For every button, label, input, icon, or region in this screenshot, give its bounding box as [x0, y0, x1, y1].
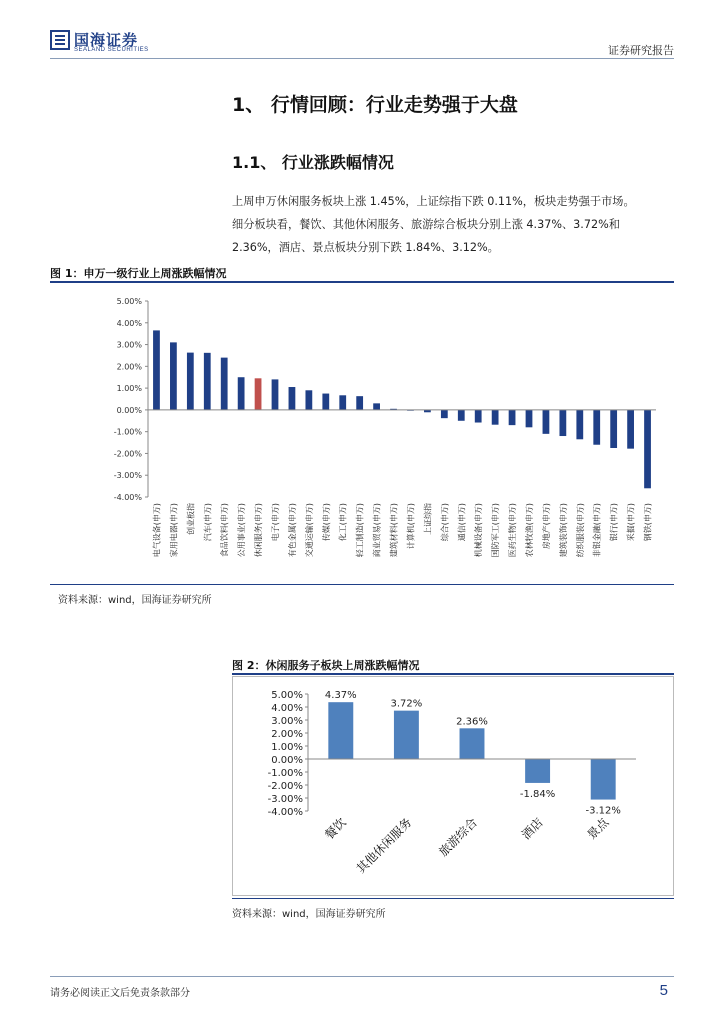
bar — [458, 410, 465, 421]
y-tick-label: -1.00% — [267, 768, 303, 779]
bar — [328, 702, 353, 759]
figure1-source: 资料来源：wind，国海证券研究所 — [58, 595, 212, 606]
bar — [441, 410, 448, 418]
x-tick-label: 公用事业(申万) — [237, 503, 247, 558]
x-tick-label: 餐饮 — [322, 815, 349, 843]
bar — [373, 403, 380, 410]
y-tick-label: -4.00% — [113, 493, 142, 502]
figure2-source: 资料来源：wind，国海证券研究所 — [232, 909, 386, 920]
x-tick-label: 汽车(申万) — [203, 503, 213, 542]
y-tick-label: 5.00% — [116, 297, 142, 306]
x-tick-label: 其他休闲服务 — [353, 815, 415, 877]
bar — [238, 377, 245, 410]
x-tick-label: 电气设备(申万) — [152, 503, 162, 558]
x-tick-label: 食品饮料(申万) — [220, 503, 230, 558]
y-tick-label: 0.00% — [116, 405, 142, 415]
x-tick-label: 有色金属(申万) — [287, 503, 297, 558]
bar — [255, 378, 262, 410]
bar — [170, 342, 177, 410]
data-label: -1.84% — [519, 788, 556, 800]
x-tick-label: 建筑材料(申万) — [389, 503, 399, 558]
figure1-top-rule — [50, 281, 674, 283]
y-tick-label: 4.00% — [116, 318, 142, 328]
y-tick-label: 0.00% — [271, 755, 303, 766]
x-tick-label: 机械设备(申万) — [474, 503, 484, 558]
x-tick-label: 酒店 — [518, 815, 546, 843]
figure2-top-rule — [232, 673, 674, 675]
bar — [187, 353, 194, 410]
bar — [525, 759, 550, 783]
y-tick-label: -4.00% — [267, 807, 303, 818]
y-tick-label: 4.00% — [271, 703, 303, 714]
bar — [576, 410, 583, 439]
bar — [394, 711, 419, 759]
x-tick-label: 农林牧渔(申万) — [525, 503, 534, 558]
x-tick-label: 景点 — [584, 815, 612, 843]
data-label: 3.72% — [390, 698, 423, 710]
bar — [492, 410, 499, 425]
x-tick-label: 银行(申万) — [609, 503, 619, 542]
sealand-logo-icon — [50, 30, 70, 50]
bar — [305, 390, 312, 410]
header-divider — [50, 58, 674, 59]
x-tick-label: 国防军工(申万) — [491, 503, 501, 558]
bar — [153, 330, 160, 409]
x-tick-label: 通信(申万) — [457, 503, 467, 542]
data-label: -3.12% — [585, 805, 621, 817]
page-number: 5 — [659, 982, 668, 999]
x-tick-label: 化工(申万) — [338, 503, 348, 542]
bar — [627, 410, 634, 449]
y-tick-label: -3.00% — [267, 794, 303, 805]
y-tick-label: -1.00% — [113, 427, 142, 437]
logo-english-name: SEALAND SECURITIES — [74, 47, 149, 53]
bar — [644, 410, 651, 488]
x-tick-label: 上证综指 — [423, 503, 433, 535]
bar — [593, 410, 600, 445]
industry-bar-chart — [50, 284, 674, 582]
x-tick-label: 旅游综合 — [436, 815, 481, 860]
bar — [272, 379, 279, 409]
bar — [221, 358, 228, 410]
y-tick-label: 5.00% — [271, 690, 303, 701]
figure2-bottom-rule — [232, 898, 674, 899]
footer-divider — [50, 976, 674, 977]
body-paragraph — [232, 190, 678, 259]
bar — [204, 353, 211, 410]
figure2-title: 图 2：休闲服务子板块上周涨跌幅情况 — [232, 659, 420, 672]
x-tick-label: 房地产(申万) — [541, 503, 551, 550]
x-tick-label: 传媒(申万) — [321, 503, 331, 542]
y-tick-label: 2.00% — [271, 729, 303, 740]
x-tick-label: 非银金融(申万) — [592, 503, 602, 558]
bar — [356, 396, 363, 410]
y-tick-label: -2.00% — [113, 449, 142, 459]
bar — [591, 759, 616, 800]
paragraph-line: 细分板块看，餐饮、其他休闲服务、旅游综合板块分别上涨 4.37%、3.72%和 — [232, 218, 620, 231]
bar — [526, 410, 533, 427]
x-tick-label: 家用电器(申万) — [169, 503, 179, 558]
bar — [509, 410, 516, 425]
figure1-bottom-rule — [50, 584, 674, 585]
x-tick-label: 采掘(申万) — [626, 503, 636, 542]
x-tick-label: 创业板指 — [186, 503, 196, 535]
subsection-heading: 1.1、 行业涨跌幅情况 — [232, 153, 394, 172]
y-tick-label: 3.00% — [116, 340, 142, 350]
logo-chinese-name: 国海证券 — [74, 31, 139, 49]
y-tick-label: 1.00% — [116, 384, 142, 394]
bar — [460, 728, 485, 759]
bar — [559, 410, 566, 436]
y-tick-label: 2.00% — [116, 362, 142, 372]
paragraph-line: 2.36%，酒店、景点板块分别下跌 1.84%、3.12%。 — [232, 241, 499, 254]
x-tick-label: 商业贸易(申万) — [372, 503, 382, 558]
x-tick-label: 轻工制造(申万) — [355, 503, 365, 558]
x-tick-label: 建筑装饰(申万) — [558, 503, 568, 558]
x-tick-label: 休闲服务(申万) — [254, 503, 264, 558]
report-type-label: 证券研究报告 — [608, 44, 674, 57]
data-label: 2.36% — [456, 716, 488, 728]
x-tick-label: 计算机(申万) — [406, 503, 416, 550]
data-label: 4.37% — [324, 690, 357, 702]
paragraph-line: 上周申万休闲服务板块上涨 1.45%，上证综指下跌 0.11%，板块走势强于市场。 — [232, 195, 635, 208]
x-tick-label: 钢铁(申万) — [643, 503, 653, 542]
bar — [543, 410, 550, 434]
x-tick-label: 医药生物(申万) — [508, 503, 518, 558]
x-tick-label: 交通运输(申万) — [304, 503, 314, 558]
bar — [322, 394, 329, 410]
y-tick-label: 1.00% — [271, 742, 303, 753]
x-tick-label: 电子(申万) — [271, 503, 280, 542]
disclaimer-note: 请务必阅读正文后免责条款部分 — [50, 988, 190, 999]
y-tick-label: 3.00% — [271, 716, 303, 727]
figure1-title: 图 1：申万一级行业上周涨跌幅情况 — [50, 267, 227, 280]
y-tick-label: -2.00% — [267, 781, 303, 792]
bar — [339, 395, 346, 410]
x-tick-label: 纺织服装(申万) — [575, 503, 585, 558]
subsector-bar-chart — [232, 676, 674, 896]
bar — [475, 410, 482, 423]
x-tick-label: 综合(申万) — [440, 503, 450, 542]
y-tick-label: -3.00% — [113, 471, 142, 481]
bar — [289, 387, 296, 410]
bar — [610, 410, 617, 448]
section-heading: 1、 行情回顾：行业走势强于大盘 — [232, 94, 518, 116]
